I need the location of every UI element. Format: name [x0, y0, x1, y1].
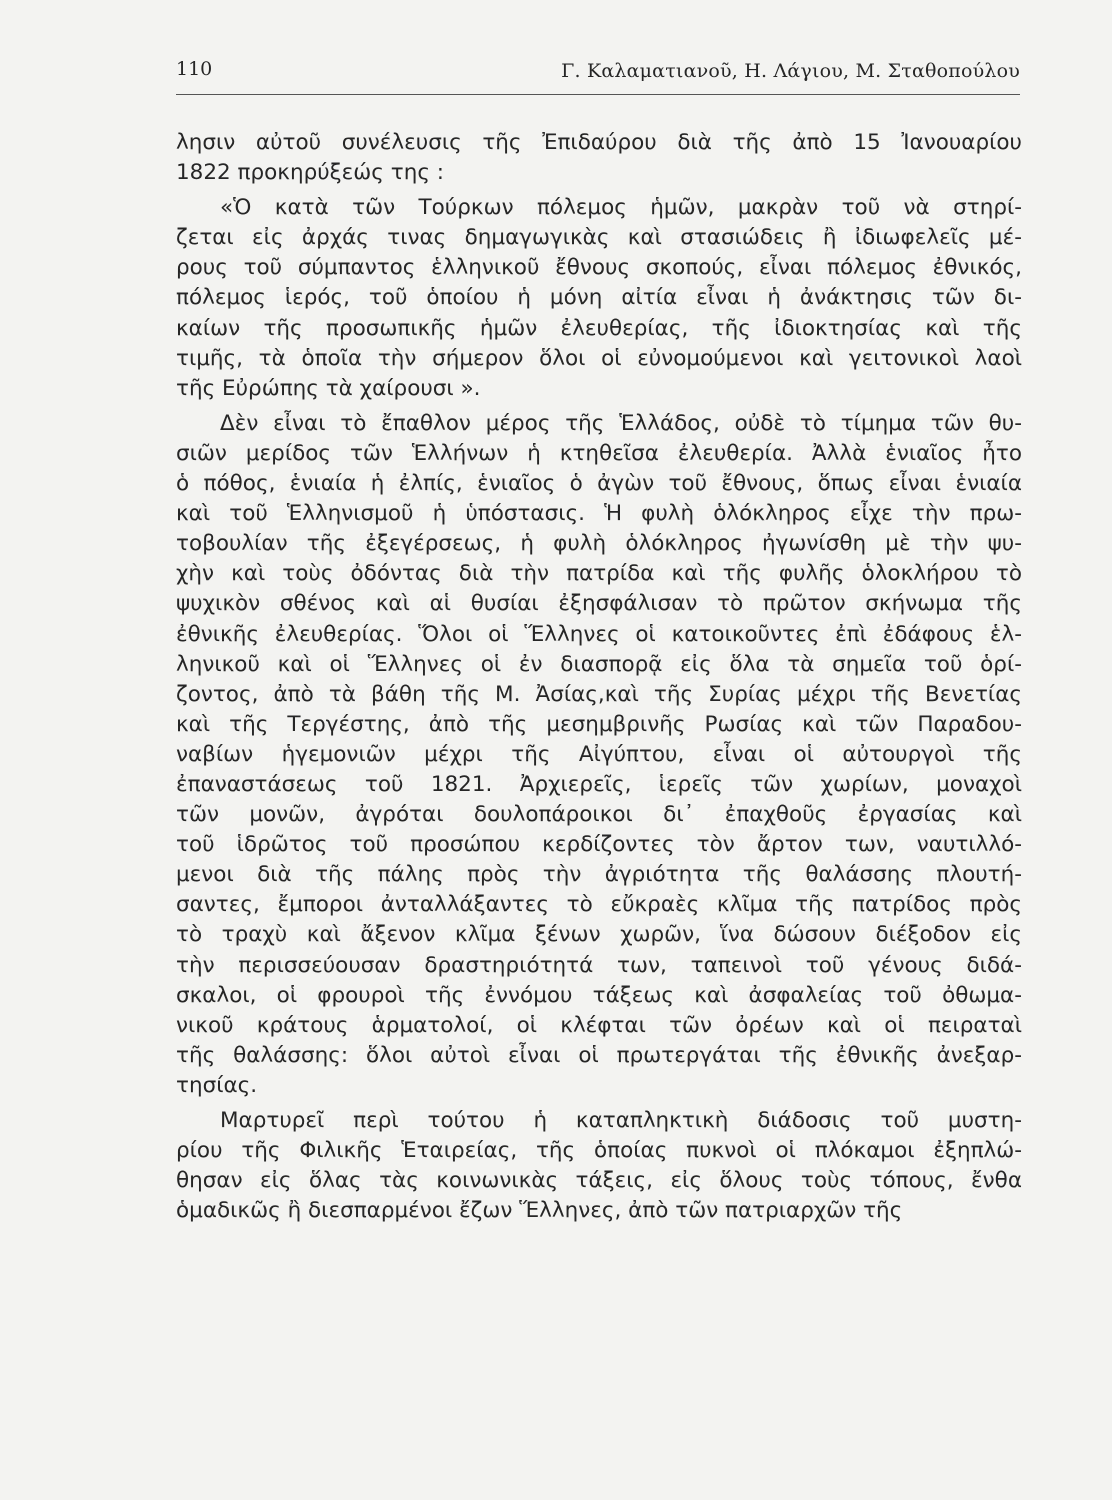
text-line: τῶν μονῶν, ἀγρόται δουλοπάροικοι δι᾽ ἐπαχθοῦς ἐργασίας καὶ [176, 802, 1022, 828]
text-line: ρίου τῆς Φιλικῆς Ἑταιρείας, τῆς ὁποίας πυκνοὶ οἱ πλόκαμοι ἐξηπλώ- [176, 1138, 1022, 1164]
paragraph [176, 409, 1022, 1101]
text-line: ὁμαδικῶς ἢ διεσπαρμένοι ἔζων Ἕλληνες, ἀπὸ τῶν πατριαρχῶν τῆς [176, 1198, 903, 1224]
text-line: ζοντος, ἀπὸ τὰ βάθη τῆς Μ. Ἀσίας,καὶ τῆς Συρίας μέχρι τῆς Βενετίας [176, 681, 1022, 707]
text-line: τὴν περισσεύουσαν δραστηριότητά των, ταπεινοὶ τοῦ γένους διδά- [176, 952, 1022, 978]
text-line: ναβίων ἡγεμονιῶν μέχρι τῆς Αἰγύπτου, εἶναι οἱ αὐτουργοὶ τῆς [176, 741, 1022, 767]
header-rule [176, 94, 1020, 95]
text-line: τῆς θαλάσσης: ὅλοι αὐτοὶ εἶναι οἱ πρωτεργάται τῆς ἐθνικῆς ἀνεξαρ- [176, 1042, 1022, 1068]
text-line: μενοι διὰ τῆς πάλης πρὸς τὴν ἀγριότητα τῆς θαλάσσης πλουτή- [176, 862, 1022, 888]
page-header [176, 58, 1020, 94]
text-line: καὶ τῆς Τεργέστης, ἀπὸ τῆς μεσημβρινῆς Ρωσίας καὶ τῶν Παραδου- [176, 711, 1022, 737]
text-line: ψυχικὸν σθένος καὶ αἱ θυσίαι ἐξησφάλισαν τὸ πρῶτον σκήνωμα τῆς [176, 591, 1022, 617]
text-line: σαντες, ἔμποροι ἀνταλλάξαντες τὸ εὔκραὲς κλῖμα τῆς πατρίδος πρὸς [176, 892, 1022, 918]
text-line: καὶ τοῦ Ἑλληνισμοῦ ἡ ὑπόστασις. Ἡ φυλὴ ὁλόκληρος εἶχε τὴν πρω- [176, 501, 1022, 527]
paragraph [176, 1106, 1022, 1226]
text-line: τῆς Εὐρώπης τὰ χαίρουσι ». [176, 375, 481, 401]
paragraph [176, 128, 1022, 188]
text-line: ληνικοῦ καὶ οἱ Ἕλληνες οἱ ἐν διασπορᾷ εἰς ὅλα τὰ σημεῖα τοῦ ὁρί- [176, 651, 1022, 677]
text-line: νικοῦ κράτους ἁρματολοί, οἱ κλέφται τῶν ὀρέων καὶ οἱ πειραταὶ [176, 1012, 1022, 1038]
text-line: ἐθνικῆς ἐλευθερίας. Ὅλοι οἱ Ἕλληνες οἱ κατοικοῦντες ἐπὶ ἐδάφους ἑλ- [176, 621, 1022, 647]
text-line: ὁ πόθος, ἑνιαία ἡ ἐλπίς, ἑνιαῖος ὁ ἀγὼν τοῦ ἔθνους, ὅπως εἶναι ἑνιαία [176, 471, 1022, 497]
text-line: τιμῆς, τὰ ὁποῖα τὴν σήμερον ὅλοι οἱ εὐνομούμενοι καὶ γειτονικοὶ λαοὶ [176, 345, 1022, 371]
text-line: «Ὁ κατὰ τῶν Τούρκων πόλεμος ἡμῶν, μακρὰν τοῦ νὰ στηρί- [220, 195, 1022, 221]
running-head: Γ. Καλαματιανοῦ, Η. Λάγιου, Μ. Σταθοπούλου [561, 60, 1020, 82]
text-line: καίων τῆς προσωπικῆς ἡμῶν ἐλευθερίας, τῆς ἰδιοκτησίας καὶ τῆς [176, 315, 1022, 341]
body-text [176, 128, 1022, 1231]
text-line: ἐπαναστάσεως τοῦ 1821. Ἀρχιερεῖς, ἱερεῖς τῶν χωρίων, μοναχοὶ [176, 771, 1022, 797]
text-line: Δὲν εἶναι τὸ ἔπαθλον μέρος τῆς Ἑλλάδος, οὐδὲ τὸ τίμημα τῶν θυ- [220, 410, 1022, 436]
text-line: τοβουλίαν τῆς ἐξεγέρσεως, ἡ φυλὴ ὁλόκληρος ἠγωνίσθη μὲ τὴν ψυ- [176, 531, 1022, 557]
text-line: 1822 προκηρύξεώς της : [176, 160, 445, 186]
text-line: τὸ τραχὺ καὶ ἄξενον κλῖμα ξένων χωρῶν, ἵνα δώσουν διέξοδον εἰς [176, 922, 1022, 948]
text-line: ζεται εἰς ἀρχάς τινας δημαγωγικὰς καὶ στασιώδεις ἢ ἰδιωφελεῖς μέ- [176, 225, 1022, 251]
page-number: 110 [176, 58, 213, 80]
text-line: σκαλοι, οἱ φρουροὶ τῆς ἐννόμου τάξεως καὶ ἀσφαλείας τοῦ ὀθωμα- [176, 982, 1022, 1008]
text-line: Μαρτυρεῖ περὶ τούτου ἡ καταπληκτικὴ διάδοσις τοῦ μυστη- [220, 1108, 1022, 1133]
text-line: λησιν αὐτοῦ συνέλευσις τῆς Ἐπιδαύρου διὰ τῆς ἀπὸ 15 Ἰανουαρίου [176, 130, 1022, 155]
text-line: τοῦ ἱδρῶτος τοῦ προσώπου κερδίζοντες τὸν ἄρτον των, ναυτιλλό- [176, 832, 1022, 858]
text-line: σιῶν μερίδος τῶν Ἑλλήνων ἡ κτηθεῖσα ἐλευθερία. Ἀλλὰ ἑνιαῖος ἦτο [176, 440, 1022, 466]
text-line: πόλεμος ἱερός, τοῦ ὁποίου ἡ μόνη αἰτία εἶναι ἡ ἀνάκτησις τῶν δι- [176, 285, 1022, 311]
text-line: τησίας. [176, 1072, 258, 1098]
paragraph [176, 193, 1022, 404]
text-line: θησαν εἰς ὅλας τὰς κοινωνικὰς τάξεις, εἰς ὅλους τοὺς τόπους, ἔνθα [176, 1168, 1022, 1194]
text-line: χὴν καὶ τοὺς ὀδόντας διὰ τὴν πατρίδα καὶ τῆς φυλῆς ὁλοκλήρου τὸ [176, 561, 1022, 587]
text-line: ρους τοῦ σύμπαντος ἑλληνικοῦ ἔθνους σκοπούς, εἶναι πόλεμος ἐθνικός, [176, 255, 1022, 281]
